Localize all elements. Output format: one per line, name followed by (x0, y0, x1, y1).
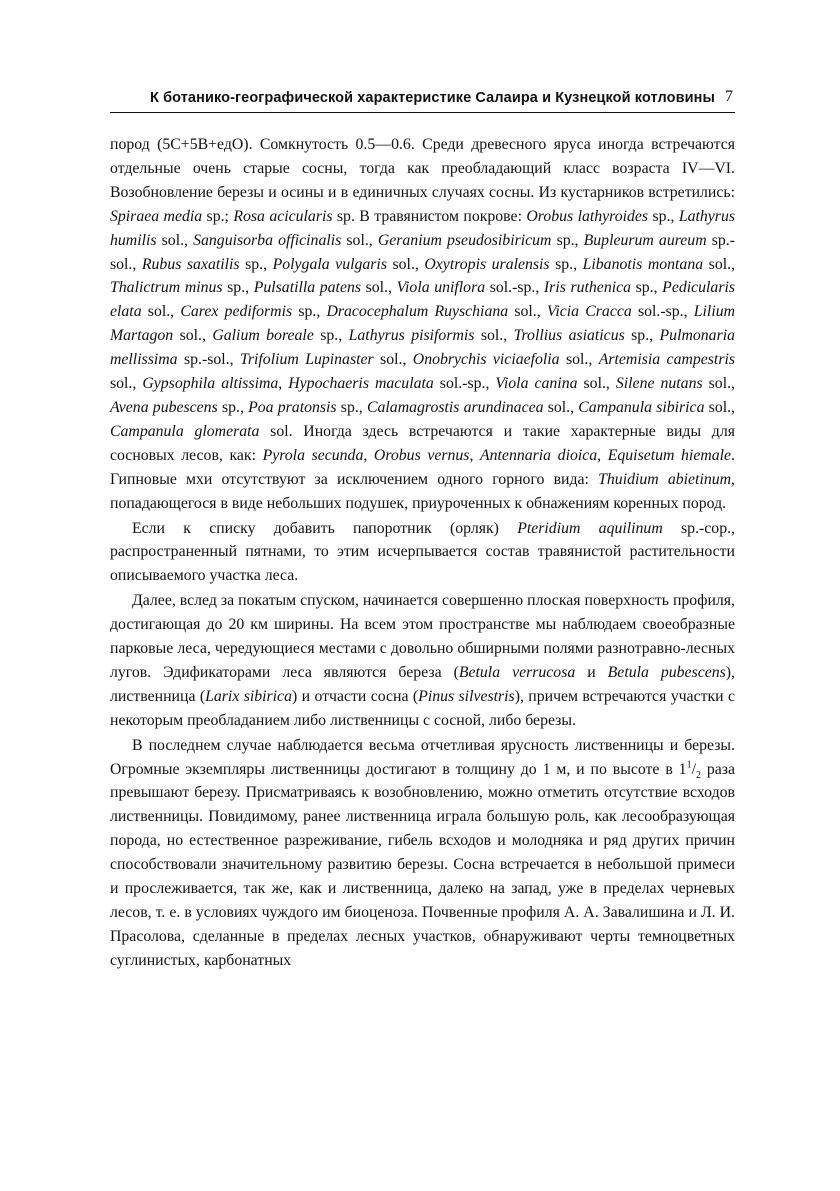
species-name: Lathyrus humilis (110, 207, 735, 249)
species-name: Pteridium aquilinum (517, 519, 663, 537)
species-name: Thuidium abietinum (598, 470, 732, 488)
text-run: sol., (361, 279, 397, 297)
text-run: , (469, 446, 480, 464)
text-run: sol., (559, 351, 599, 369)
text-run: ), лиственница ( (110, 663, 736, 705)
species-name: Libanotis montana (582, 255, 704, 273)
species-name: Galium boreale (212, 327, 314, 345)
text-run: , попадающегося в виде небольших подушек, приуроченных к обнажениям коренных пород. (110, 470, 735, 512)
species-name: Betula verrucosa (458, 663, 576, 681)
species-name: Bupleurum aureum (583, 231, 707, 249)
species-name: Pulsatilla patens (253, 279, 362, 297)
text-run: и (575, 663, 608, 681)
text-run: sol., (156, 231, 194, 249)
species-name: Viola uniflora (396, 279, 486, 297)
species-name: Lathyrus pisiformis (348, 327, 475, 345)
text-run: sol., (704, 398, 736, 416)
running-title: К ботанико-географической характеристике Салаира и Кузнецкой котловины (150, 90, 715, 106)
text-run: раза превышают березу. Присматриваясь к возобновлению, можно отметить отсутствие всходов лиственницы. Повидимому, ранее лиственница играла большую роль, как лесообразующая порода, но естественное разреживание, гибель всходов и молодняка и ряд других причин способствовали значительному развитию березы. Сосна встречается в небольшой примеси и прослеживается, так же, как и лиственница, далеко на запад, уже в пределах черневых лесов, т. е. в условиях чуждого им биоценоза. Почвенные профиля А. А. Завалишина и Л. И. Прасолова, сделанные в пределах лесных участков, обнаруживают черты темноцветных суглинистых, карбонатных (110, 760, 735, 969)
species-name: Orobus lathyroides (526, 207, 649, 225)
text-run: sol., (577, 375, 616, 393)
body-text (110, 133, 735, 973)
text-run: sol., (543, 398, 579, 416)
species-name: Spiraea media (110, 207, 203, 225)
text-run: В последнем случае наблюдается весьма отчетливая ярусность лиственницы и березы. Огромные экземпляры лиственницы достигают в толщину до 1 м, и по высоте в 1 (110, 736, 735, 778)
species-name: Carex pediformis (180, 303, 293, 321)
text-run: sp., (292, 303, 327, 321)
text-run: sp.-sol., (110, 231, 735, 273)
species-name: Pinus silvestris (418, 687, 515, 705)
species-name: Trifolium Lupinaster (239, 351, 374, 369)
species-name: Trollius asiaticus (513, 327, 625, 345)
species-name: Antennaria dioica (480, 446, 598, 464)
page (110, 82, 735, 973)
species-name: Sanguisorba officinalis (193, 231, 342, 249)
text-run: sol.-sp., (433, 375, 496, 393)
text-run: sp., (313, 327, 349, 345)
text-run: sp., (222, 279, 254, 297)
paragraph-4 (110, 734, 735, 973)
species-name: Polygala vulgaris (272, 255, 387, 273)
running-header (110, 82, 735, 113)
species-name: Calamagrostis arundinacea (366, 398, 544, 416)
species-name: Geranium pseudosibiricum (377, 231, 552, 249)
text-run: 2 (695, 769, 701, 781)
species-name: Betula pubescens (607, 663, 726, 681)
text-run: sp., (336, 398, 367, 416)
text-run: пород (5С+5В+едО). Сомкнутость 0.5—0.6. Среди древесного яруса иногда встречаются отдельные очень старые сосны, тогда как преобладающий класс возраста IV—VI. Возобновление березы и осины и в единичных случаях сосны. Из кустарников встретились: (110, 136, 735, 201)
text-run: sp., (217, 398, 249, 416)
species-name: Orobus vernus (373, 446, 470, 464)
species-name: Pyrola secunda (262, 446, 364, 464)
text-run: sol., (703, 255, 736, 273)
species-name: Iris ruthenica (543, 279, 632, 297)
text-run: Далее, вслед за покатым спуском, начинается совершенно плоская поверхность профиля, достигающая до 20 км ширины. На всем этом пространстве мы наблюдаем своеобразные парковые леса, чередующиеся местами с довольно обширными полями разнотравно-лесных лугов. Эдификаторами леса являются береза ( (110, 592, 735, 681)
species-name: Rosa acicularis (233, 207, 333, 225)
text-run: sp., (549, 255, 583, 273)
species-name: Lilium Martagon (110, 303, 736, 345)
species-name: Campanula glomerata (110, 422, 260, 440)
species-name: Thalictrum minus (110, 279, 223, 297)
text-run: sol., (341, 231, 378, 249)
text-run: sp., (551, 231, 584, 249)
text-run: sp.-sol., (177, 351, 240, 369)
text-run: sp.; (202, 207, 234, 225)
text-run: 1 (686, 759, 692, 771)
species-name: Pulmonaria mellissima (110, 327, 736, 369)
text-run: sp.-cop., распространенный пятнами, то этим исчерпывается состав травянистой растительности описываемого участка леса. (110, 519, 735, 585)
text-run: , (597, 446, 608, 464)
page-number: 7 (725, 88, 733, 105)
species-name: Onobrychis viciaefolia (412, 351, 560, 369)
paragraph-1 (110, 133, 735, 516)
text-run: sol., (474, 327, 514, 345)
species-name: Oxytropis uralensis (424, 255, 550, 273)
paragraph-3 (110, 589, 735, 732)
text-run: sol., (386, 255, 425, 273)
species-name: Gypsophila altissima (142, 375, 279, 393)
text-run: sol., (702, 375, 735, 393)
species-name: Equisetum hiemale (607, 446, 732, 464)
text-run: , (278, 375, 289, 393)
text-run: sol., (110, 375, 143, 393)
text-run: sp., (631, 279, 663, 297)
text-run: sol., (173, 327, 213, 345)
text-run: sol., (508, 303, 547, 321)
text-run: ) и отчасти сосна ( (291, 687, 419, 705)
species-name: Artemisia campestris (598, 351, 736, 369)
text-run: sp., (648, 207, 679, 225)
text-run: sol., (373, 351, 413, 369)
species-name: Rubus saxatilis (141, 255, 240, 273)
text-run: sp. В травянистом покрове: (332, 207, 527, 225)
text-run: ), причем встречаются участки с некоторым преобладанием либо лиственницы с сосной, либо березы. (110, 687, 735, 729)
text-run: sol.-sp., (485, 279, 544, 297)
text-run: , (363, 446, 374, 464)
species-name: Dracocephalum Ruyschiana (326, 303, 509, 321)
text-run: Если к списку добавить папоротник (орляк) (132, 519, 518, 537)
text-run: . Гипновые мхи отсутствуют за исключением одного горного вида: (110, 446, 735, 488)
text-run: sp., (624, 327, 660, 345)
species-name: Poa pratonsis (248, 398, 337, 416)
text-run: sp., (239, 255, 273, 273)
species-name: Avena pubescens (110, 398, 218, 416)
text-run: sol.-sp., (631, 303, 694, 321)
text-run: sol., (141, 303, 181, 321)
species-name: Vicia Cracca (546, 303, 632, 321)
species-name: Silene nutans (615, 375, 703, 393)
species-name: Hypochaeris maculata (288, 375, 434, 393)
text-run: / (691, 760, 696, 778)
text-run: sol. Иногда здесь встречаются и такие характерные виды для сосновых лесов, как: (110, 422, 735, 464)
paragraph-2 (110, 517, 735, 589)
species-name: Campanula sibirica (578, 398, 705, 416)
species-name: Viola canina (495, 375, 578, 393)
species-name: Pedicularis elata (110, 279, 736, 321)
species-name: Larix sibirica (205, 687, 292, 705)
